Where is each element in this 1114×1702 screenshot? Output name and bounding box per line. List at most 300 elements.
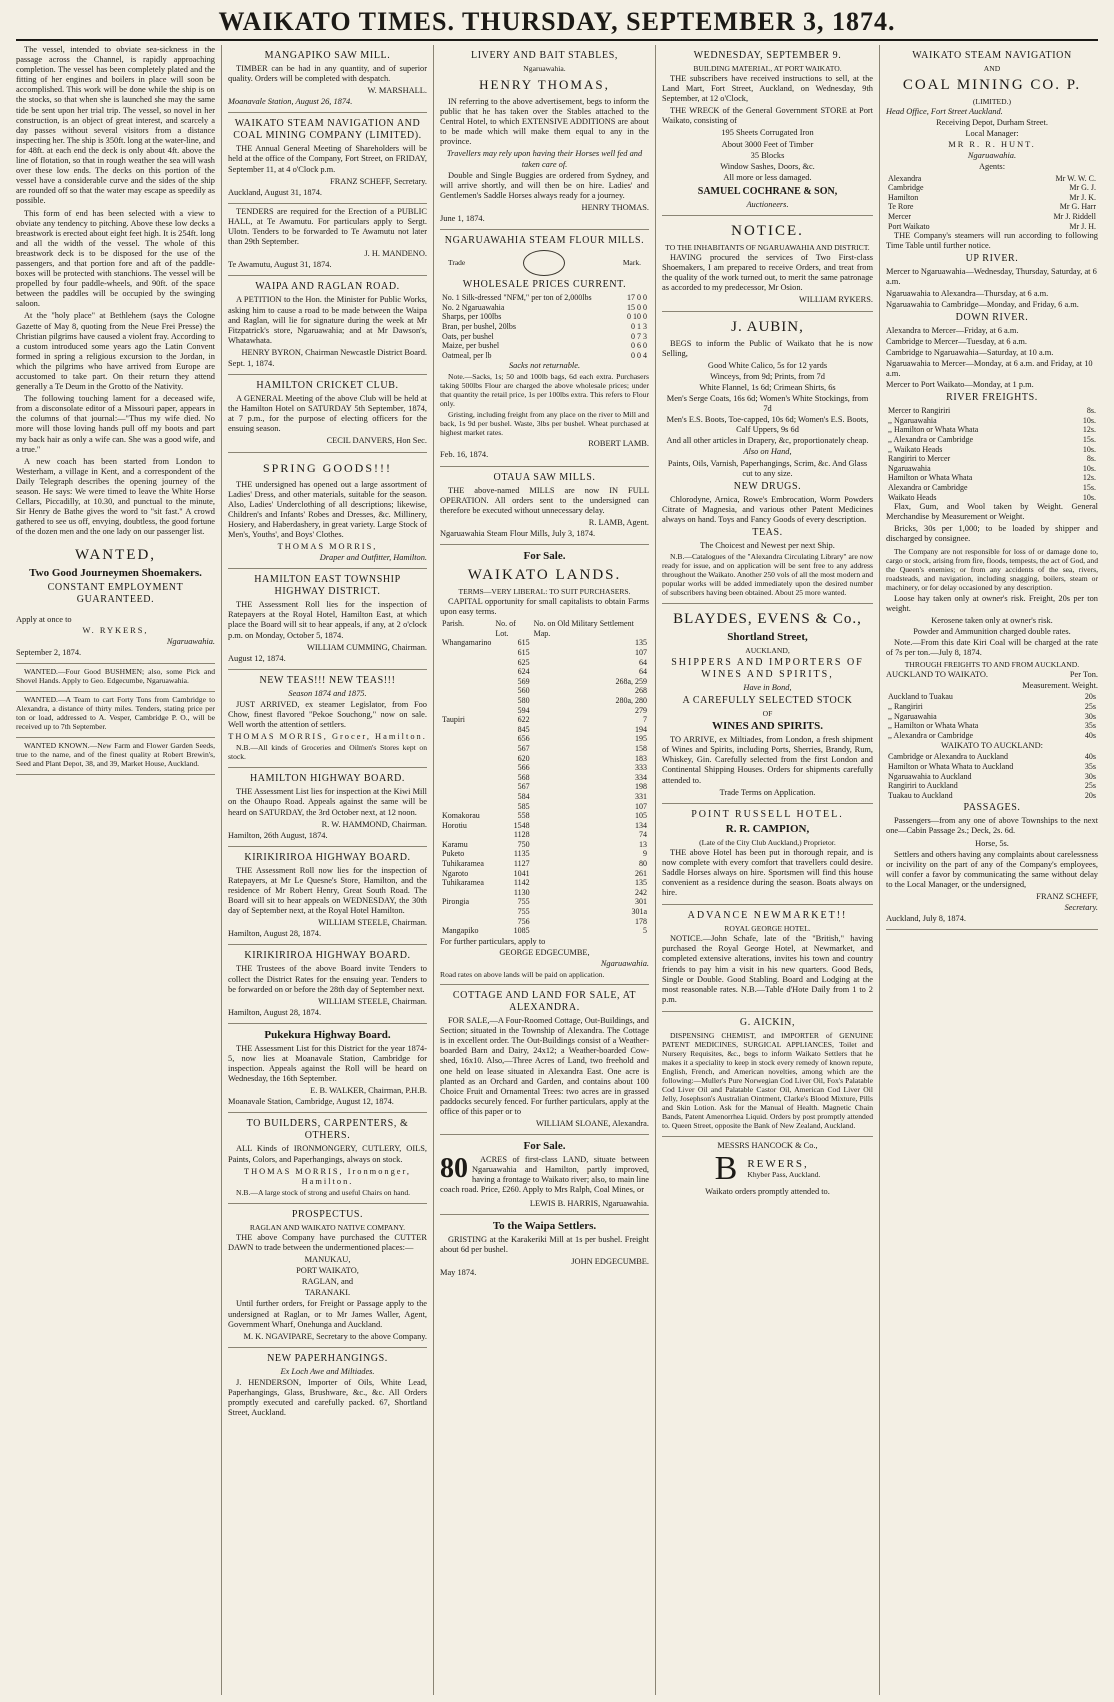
- ad-aubin: [662, 312, 873, 605]
- ad-title: WAIPA AND RAGLAN ROAD.: [255, 281, 400, 293]
- ad-title: HAMILTON CRICKET CLUB.: [256, 380, 399, 392]
- column-1: [10, 45, 222, 1695]
- table-row: [440, 341, 649, 351]
- ad-paperhangings: [228, 1348, 427, 1424]
- ad-body: FOR SALE,—A Four-Roomed Cottage, Out-Buildings, and Section; situated in the Township of Alexandra. The Cottage is in excellent order. The Out-Buildings consist of a Weather-boarded Barn and Dairy, 24x12; a Weather-boarded Cow-shed, 16x10. Also,—Three Acres of Land, two freehold and one held on lease situated in Alexandra East. One acre is planted as an Orchard and Garden, and contains about 100 Choice Fruit and Ornamental Trees: two acres are in grassed paddocks securely fenced. For further particulars, apply at the office of this paper or to: [440, 1016, 649, 1116]
- ad-body: THE above-named MILLS are now IN FULL OPERATION. All orders sent to the undersigned can therefore be executed without unnecessary delay.: [440, 485, 649, 515]
- table-cell: [440, 802, 493, 812]
- through-table-2: [886, 752, 1098, 800]
- ad-signature: CECIL DANVERS, Hon Sec.: [326, 436, 427, 446]
- ad-title: KIRIKIRIROA HIGHWAY BOARD.: [244, 851, 411, 863]
- table-row: [440, 686, 649, 696]
- table-cell: Hamilton or Whata Whata to Auckland: [888, 761, 1014, 771]
- table-cell: 569: [517, 676, 530, 686]
- table-cell: 107: [635, 801, 647, 811]
- table-cell: ,, Alexandra or Cambridge: [888, 730, 974, 740]
- ad-subtitle: TO THE INHABITANTS OF NGARUAWAHIA AND DISTRICT.: [665, 243, 870, 253]
- ad-body: Settlers and others having any complaints about carelessness or incivility on the part of any of the Company's employees, will confer a favor by communicating the same without delay to the Local Manager, or the undersigned,: [886, 849, 1098, 889]
- table-cell: 105: [635, 811, 647, 821]
- ad-title: POINT RUSSELL HOTEL.: [691, 808, 844, 820]
- table-row: [886, 174, 1098, 184]
- table-row: [886, 425, 1098, 435]
- table-cell: 107: [635, 648, 647, 657]
- table-cell: 0 0 4: [631, 350, 647, 360]
- ad-note: Powder and Ammunition charged double rates.: [913, 626, 1071, 636]
- ad-prospectus: [228, 1204, 427, 1348]
- table-row: [440, 773, 649, 783]
- ad-place: Ngaruawahia.: [166, 636, 215, 646]
- table-row: [886, 752, 1098, 762]
- table-cell: Taupiri: [442, 715, 465, 725]
- table-cell: Whangamarino: [442, 638, 492, 648]
- ad-note: N.B.—All kinds of Groceries and Oilmen's Stores kept on stock.: [228, 743, 427, 762]
- table-cell: Waikato Heads: [888, 492, 937, 502]
- ad-signature: THOMAS MORRIS,: [277, 542, 378, 552]
- sacks-note: Sacks not returnable.: [508, 361, 581, 371]
- classified-text: WANTED.—Four Good BUSHMEN; also, some Pick and Shovel Hands. Apply to Geo. Edgecumbe, Ngaruawahia.: [16, 666, 215, 685]
- ad-body: CONSTANT EMPLOYMENT GUARANTEED.: [47, 581, 184, 605]
- table-cell: [440, 648, 493, 658]
- table-cell: [440, 744, 493, 754]
- column-5: [880, 45, 1104, 1695]
- table-row: [886, 762, 1098, 772]
- table-cell: 5: [643, 926, 647, 936]
- table-cell: 568: [517, 772, 530, 782]
- ad-title-2: COAL MINING CO. P.: [902, 77, 1082, 93]
- ad-place: RAGLAN, and: [301, 1277, 354, 1287]
- ad-signature: FRANZ SCHEFF,: [1036, 892, 1098, 901]
- table-cell: Hamilton or Whata Whata: [888, 473, 973, 483]
- ad-wines: WINES AND SPIRITS.: [712, 720, 823, 733]
- table-cell: 301a: [631, 907, 647, 917]
- trade-label: Trade: [448, 258, 466, 268]
- table-cell: [440, 706, 493, 716]
- ad-date: Ngaruawahia Steam Flour Mills, July 3, 1874.: [440, 528, 596, 538]
- ad-body: THE above Company have purchased the CUTTER DAWN to trade between the undermentioned places:—: [228, 1232, 427, 1252]
- ad-new-teas: [228, 670, 427, 768]
- ad-subtitle: Ex Loch Awe and Miltiades.: [280, 1366, 375, 1376]
- table-cell: [440, 696, 493, 706]
- lands-table: [440, 619, 649, 936]
- table-row: [440, 811, 649, 821]
- ad-title: SPRING GOODS!!!: [262, 460, 392, 475]
- ad-signature: WILLIAM STEELE, Chairman.: [318, 996, 427, 1006]
- table-row: [440, 667, 649, 677]
- ad-tenders: [228, 204, 427, 277]
- ad-mangapiko: [228, 45, 427, 113]
- table-cell: 566: [517, 763, 530, 773]
- ad-title: TO BUILDERS, CARPENTERS, & OTHERS.: [246, 1118, 409, 1142]
- ad-note: Note.—Sacks, 1s; 50 and 100lb bags, 6d each extra. Purchasers taking 500lbs Flour are charged the above wholesale prices; under that quantity the retail price, 1s per 100lbs extra. This refers to Flour only.: [440, 372, 649, 409]
- table-cell: 750: [517, 839, 530, 849]
- ad-signature: HENRY BYRON, Chairman Newcastle District Board.: [241, 347, 427, 357]
- table-row: [886, 435, 1098, 445]
- ad-signature: LEWIS B. HARRIS, Ngaruawahia.: [529, 1198, 649, 1208]
- table-cell: 9: [643, 849, 647, 859]
- ad-signature: GEORGE EDGECUMBE,: [499, 947, 590, 957]
- ad-title: NGARUAWAHIA STEAM FLOUR MILLS.: [444, 235, 645, 247]
- ad-date: Auckland, July 8, 1874.: [886, 914, 967, 924]
- ad-point-russell-hotel: [662, 804, 873, 905]
- table-cell: [440, 667, 493, 677]
- ad-stock: A CAREFULLY SELECTED STOCK: [682, 695, 853, 707]
- table-row: [886, 202, 1098, 212]
- up-river-title: UP RIVER.: [965, 253, 1019, 265]
- ad-body: ALL Kinds of IRONMONGERY, CUTLERY, OILS, Paints, Colors, and Paperhangings, always on stock.: [228, 1144, 427, 1164]
- ad-name: HENRY THOMAS,: [479, 77, 610, 92]
- table-cell: Mangapiko: [442, 926, 479, 936]
- table-cell: 198: [635, 782, 647, 792]
- masthead: WAIKATO TIMES. THURSDAY, SEPTEMBER 3, 1874.: [16, 8, 1098, 41]
- ad-item: Good White Calico, 5s for 12 yards: [707, 360, 828, 370]
- columns: [10, 45, 1104, 1695]
- table-row: [440, 322, 649, 332]
- ad-aickin: [662, 1012, 873, 1137]
- table-cell: 268: [635, 686, 647, 696]
- ad-signature: R. LAMB, Agent.: [588, 517, 649, 527]
- ad-acres-for-sale: [440, 1135, 649, 1214]
- ad-body: Double and Single Buggies are ordered from Sydney, and will arrive shortly, and will then be on hire. Ladies' and Gentlemen's Saddle Horses always ready for a journey.: [440, 170, 649, 200]
- ad-note: The Company are not responsible for loss of or damage done to, cargo or stock, arising from fire, floods, tempests, the act of God, and the Queen's enemies; or from any accidents of the sea, rivers, roadsteads, and navigation, including snagging, boilers, steam or machinery, or for delay occasioned by any description.: [886, 546, 1098, 592]
- table-cell: 8s.: [1086, 454, 1096, 464]
- ad-place: TARANAKI.: [304, 1288, 351, 1298]
- table-cell: 242: [635, 887, 647, 897]
- ad-body: THE Assessment Roll lies for the inspection of Ratepayers at the Royal Hotel, Hamilton East, at which place the Board will sit to hear appeals, if any, at 2 o'clock p.m. on Monday, October 5, 1874.: [228, 600, 427, 640]
- manager-name: MR R. R. HUNT.: [948, 140, 1036, 150]
- table-cell: 656: [517, 734, 530, 744]
- table-cell: 331: [635, 791, 647, 801]
- table-cell: Bran, per bushel, 20lbs: [442, 321, 516, 331]
- ad-date: Feb. 16, 1874.: [440, 450, 489, 460]
- table-cell: 567: [517, 743, 530, 753]
- table-row: [440, 763, 649, 773]
- table-cell: 755: [517, 907, 530, 917]
- table-cell: Tuhikaramea: [442, 859, 484, 869]
- ad-item: Men's E.S. Boots, Toe-capped, 10s 6d; Women's E.S. Boots, Calf Uppers, 9s 6d: [666, 415, 869, 435]
- ad-item: All more or less damaged.: [723, 172, 812, 182]
- table-cell: 558: [517, 811, 530, 821]
- schedule-line: Cambridge to Ngaruawahia—Saturday, at 10 a.m.: [886, 347, 1054, 357]
- table-cell: 183: [635, 753, 647, 763]
- ad-date: Hamilton, August 28, 1874.: [228, 929, 322, 939]
- table-cell: Mr G. Harr: [1059, 202, 1096, 212]
- table-row: [440, 754, 649, 764]
- ad-signature: THOMAS MORRIS, Grocer, Hamilton.: [228, 732, 427, 742]
- table-cell: No. 1 Silk-dressed "NFM," per ton of 2,000lbs: [442, 293, 592, 303]
- ad-date: August 12, 1874.: [228, 653, 286, 663]
- table-row: [440, 734, 649, 744]
- table-cell: Sharps, per 100lbs: [442, 312, 502, 322]
- ad-note: Gristing, including freight from any place on the river to Mill and back, 1s 9d per bushel. Waste, 3lbs per bushel. Wheat purchased at highest market rates.: [440, 410, 649, 438]
- ad-body: GRISTING at the Karakeriki Mill at 1s per bushel. Freight about 6d per bushel.: [440, 1234, 649, 1254]
- schedule-line: Ngaruawahia to Mercer—Monday, at 6 a.m. and Friday, at 10 a.m.: [886, 358, 1093, 379]
- ad-cricket: [228, 375, 427, 452]
- ad-subtitle: RAGLAN AND WAIKATO NATIVE COMPANY.: [249, 1222, 406, 1232]
- table-cell: Mr W. W. C.: [1055, 173, 1096, 183]
- table-cell: 12s.: [1082, 425, 1096, 435]
- table-cell: 7: [643, 715, 647, 725]
- table-cell: Alexandra: [888, 173, 922, 183]
- ad-body: TENDERS are required for the Erection of a PUBLIC HALL, at Te Awamutu. For particulars apply to Sergt. Ulotn. Tenders to be forwarded to Te Awamutu not later than 29th September.: [228, 206, 427, 247]
- ad-body: IN referring to the above advertisement, begs to inform the public that he has taken over the Stables attached to the Central Hotel, to which EXTENSIVE ADDITIONS are about to be made which will make them equal to any in the province.: [440, 97, 649, 147]
- table-row: [886, 212, 1098, 222]
- acres-number: 80: [440, 1153, 468, 1185]
- ad-item: White Flannel, 1s 6d; Crimean Shirts, 6s: [699, 382, 836, 392]
- ad-place: Ngaruawahia.: [600, 959, 649, 968]
- table-row: [886, 791, 1098, 801]
- ad-slogan: Travellers may rely upon having their Horses well fed and taken care of.: [446, 149, 643, 169]
- table-cell: Oatmeal, per lb: [442, 350, 492, 360]
- ad-body: BEGS to inform the Public of Waikato that he is now Selling,: [662, 338, 873, 358]
- ad-signature: HENRY THOMAS.: [581, 202, 649, 212]
- ad-role: Secretary.: [1064, 903, 1098, 913]
- ad-bond: Have in Bond,: [743, 683, 792, 693]
- table-cell: 135: [635, 878, 647, 888]
- schedule-line: Mercer to Ngaruawahia—Wednesday, Thursday, Saturday, at 6 a.m.: [886, 267, 1097, 287]
- col-header: No. on Old Military Settlement Map.: [533, 619, 634, 638]
- table-cell: 620: [517, 753, 530, 763]
- table-cell: 261: [635, 868, 647, 878]
- table-cell: 584: [517, 791, 530, 801]
- table-cell: 80: [639, 859, 647, 869]
- article-paragraph: At the "holy place" at Bethlehem (says the Cologne Gazette of May 8, quoting from the Neue Frei Presse) the Christian pilgrims have caused a violent fray. According to a custom introduced some years ago the Latin Convent formed in spring a religious excursion to the Jordan, in which the pilgrims who have arrived from Europe are accustomed to take part. On their return they attend generally a Te Deum in the Grotto of the Nativity.: [16, 311, 215, 392]
- ad-builders: [228, 1113, 427, 1203]
- article-paragraph: A new coach has been started from London to Westerham, a village in Kent, and a correspondent of the Daily Telegraph describes the opening journey of the season. He says: We were timed to leave the White Horse Cellars, Piccadilly, at 10.30, and punctual to the minute, Sir Henry de Bathe gives the word to "sit fast." A crowd gathered to see us off, envying, doubtless, the good fortune of the dozen men and the one lady on our passenger list.: [16, 456, 215, 537]
- ad-signature: JOHN EDGECUMBE.: [571, 1256, 649, 1266]
- ad-office: Head Office, Fort Street Auckland.: [886, 107, 1003, 116]
- table-cell: 279: [635, 705, 647, 715]
- ad-item: And all other articles in Drapery, &c, proportionately cheap.: [666, 436, 869, 446]
- ad-name: R. R. CAMPION,: [725, 822, 810, 835]
- ad-body: THE Trustees of the above Board invite Tenders to collect the District Rates for the ensuing year. Tenders to be forwarded on or before the 28th day of September next.: [228, 964, 427, 994]
- agents-label: Agents:: [978, 162, 1006, 172]
- ad-signature: WILLIAM CUMMING, Chairman.: [306, 642, 427, 652]
- table-row: [440, 926, 649, 936]
- table-cell: 1135: [513, 849, 530, 859]
- ad-signature: W. RYKERS,: [82, 625, 149, 635]
- through-route: AUCKLAND TO WAIKATO.: [886, 670, 988, 680]
- ad-item: Men's Serge Coats, 16s 6d; Women's White Stockings, from 7d: [666, 393, 869, 414]
- ad-signature: THOMAS MORRIS, Ironmonger, Hamilton.: [243, 1166, 412, 1186]
- ad-signature: WILLIAM STEELE, Chairman.: [318, 918, 427, 928]
- ad-signature: R. W. HAMMOND, Chairman.: [321, 819, 427, 829]
- ad-body: Until further orders, for Freight or Passage apply to the undersigned at Raglan, or to Mr James Waller, Agent, Government Wharf, Onehunga and Auckland.: [228, 1299, 427, 1329]
- table-cell: No. 2 Ngaruawahia: [442, 302, 505, 312]
- table-cell: [440, 792, 493, 802]
- manager-label: Local Manager:: [965, 129, 1019, 139]
- ad-kirikiriroa-1: [228, 847, 427, 946]
- table-cell: Maize, per bushel: [442, 341, 500, 351]
- manager-place: Ngaruawahia.: [967, 151, 1017, 161]
- ad-waipa-road: [228, 276, 427, 375]
- table-cell: ,, Rangiriri: [888, 701, 923, 711]
- ad-date: Moanavale Station, August 26, 1874.: [228, 97, 353, 107]
- ad-item: 195 Sheets Corrugated Iron: [721, 128, 814, 138]
- table-cell: 25s: [1084, 781, 1096, 791]
- article-paragraph: The vessel, intended to obviate sea-sickness in the passage across the Channel, is rapidly approaching completion. The vessel has been completely plated and the fitting of her engines and boilers in place will soon be accomplished. This work will be done while the ship is on the stocks, so that when she is launched she may the same tide be sent upon her trial trip. The vessel, so novel in her construction, is an object of great interest, and scarcely a day passes without several visitors from a distance inspecting her. The ship is 350ft. long at the water-line, and for 48ft. at each end the deck is only about 4ft. above the line of flotation, so that in rough weather the sea will wash over these low ends. The decks on this portion of the vessel have a considerable curve and the sides of the ship are rounded off so that the water may escape as speedily as possible.: [16, 45, 216, 206]
- table-cell: 755: [517, 897, 530, 907]
- table-row: [440, 821, 649, 831]
- ad-body: Chlorodyne, Arnica, Rowe's Embrocation, Worm Powders Citrate of Magnesia, and various other Patent Medicines always on hand. Toys and Fancy Goods of every description.: [662, 494, 873, 524]
- ad-title: For Sale.: [523, 1140, 566, 1153]
- table-cell: Puketo: [442, 849, 465, 859]
- table-cell: 64: [639, 667, 647, 677]
- table-cell: Cambridge or Alexandra to Auckland: [888, 752, 1008, 762]
- price-list-title: WHOLESALE PRICES CURRENT.: [462, 279, 627, 291]
- ad-note: N.B.—Catalogues of the "Alexandra Circulating Library" are now ready for issue, and on application will be sent free to any address throughout the Waikato. Another 250 vols of all the most modern and popular works will be added immediately upon the desired number of subscribers having been obtained. About 25 more wanted.: [662, 552, 873, 598]
- through-table: [886, 692, 1098, 740]
- ad-title: NEW DRUGS.: [733, 480, 802, 492]
- ad-date: June 1, 1874.: [440, 214, 485, 224]
- table-cell: [440, 754, 493, 764]
- ad-place: Draper and Outfitter, Hamilton.: [319, 553, 427, 563]
- table-row: [886, 445, 1098, 455]
- ad-terms: TERMS—VERY LIBERAL: TO SUIT PURCHASERS.: [458, 587, 631, 597]
- ad-date: Hamilton, 26th August, 1874.: [228, 830, 328, 840]
- ad-signature: FRANZ SCHEFF, Secretary.: [330, 176, 427, 186]
- table-row: [440, 897, 649, 907]
- table-cell: [440, 773, 493, 783]
- ad-date: Moanavale Station, Cambridge, August 12, 1874.: [228, 1097, 394, 1107]
- table-cell: 1127: [513, 859, 530, 869]
- table-row: [440, 744, 649, 754]
- table-cell: 625: [517, 657, 530, 667]
- table-cell: Auckland to Tuakau: [888, 692, 953, 702]
- ad-subtitle: (Late of the City Club Auckland,) Proprietor.: [699, 837, 836, 847]
- ad-item: About 3000 Feet of Timber: [721, 139, 814, 149]
- ad-body: HAVING procured the services of Two First-class Shoemakers, I am prepared to receive Orders, and treat from the quality of the work turned out, to merit the same patronage as accorded to my predecessor, Mr Osion.: [662, 253, 873, 293]
- table-cell: [440, 907, 493, 917]
- table-row: [886, 731, 1098, 741]
- ad-title: BUILDING MATERIAL, AT PORT WAIKATO.: [693, 64, 842, 73]
- ad-body: THE WRECK of the General Government STORE at Port Waikato, consisting of: [662, 106, 873, 126]
- ad-body: TO ARRIVE, ex Miltiades, from London, a fresh shipment of Wines and Spirits, including Ports, Sherries, Brandy, Rum, Whiskey, Gin. Carefully selected from the first London and Continental Shipping Houses. Orders for shipments carefully attended to.: [662, 735, 873, 785]
- ad-body: ACRES of first-class LAND, situate between Ngaruawahia and Hamilton, partly improved, having a frontage to Waikato river; also, to main line coach road. Price, £260. Apply to Mrs Ralph, Coal Mines, or: [440, 1155, 649, 1195]
- schedule-line: Cambridge to Mercer—Tuesday, at 6 a.m.: [886, 336, 1028, 346]
- table-cell: Port Waikato: [888, 221, 930, 231]
- ad-title: NEW TEAS!!! NEW TEAS!!!: [259, 674, 396, 686]
- table-row: [440, 888, 649, 898]
- ad-subtitle: ROYAL GEORGE HOTEL.: [724, 924, 811, 934]
- ad-signature: WILLIAM RYKERS.: [799, 295, 873, 305]
- table-cell: Mr J. K.: [1069, 192, 1096, 202]
- ad-signature: J. H. MANDENO.: [364, 249, 427, 259]
- table-cell: Te Rore: [888, 202, 914, 212]
- table-cell: 1128: [513, 830, 530, 840]
- ad-note: Bricks, 30s per 1,000; to be loaded by shipper and discharged by consignee.: [886, 524, 1098, 544]
- table-cell: [440, 658, 493, 668]
- ad-body: J. HENDERSON, Importer of Oils, White Lead, Paperhangings, Glass, Brushware, &c., &c. All Orders promptly executed and carefully packed. 67, Shortland Street, Auckland.: [228, 1377, 427, 1418]
- ad-blaydes: [662, 604, 873, 804]
- ad-waikato-lands: [440, 545, 649, 985]
- table-cell: ,, Hamilton or Whata Whata: [888, 425, 979, 435]
- ad-building-material: [662, 45, 873, 216]
- ad-signature: ROBERT LAMB.: [588, 439, 649, 449]
- ad-title: TEAS.: [752, 527, 783, 538]
- ad-hamilton-highway: [228, 768, 427, 846]
- table-row: [886, 222, 1098, 232]
- table-row: [440, 638, 649, 648]
- ad-apply: For further particulars, apply to: [440, 936, 546, 946]
- ad-signature: WILLIAM SLOANE, Alexandra.: [535, 1119, 649, 1129]
- table-cell: 334: [635, 772, 647, 782]
- table-row: [886, 406, 1098, 416]
- table-cell: 35s: [1084, 721, 1096, 731]
- schedule-line: Ngaruawahia to Cambridge—Monday, and Friday, 6 a.m.: [886, 299, 1079, 309]
- ad-body: CAPITAL opportunity for small capitalists to obtain Farms upon easy terms.: [440, 597, 649, 617]
- ad-steam-company: [886, 45, 1098, 930]
- mark-label: Mark.: [622, 258, 641, 268]
- table-cell: 567: [517, 782, 530, 792]
- ad-body: THE above Hotel has been put in thorough repair, and is now complete with every comfort that travellers could desire. Saddle Horses always on hire. Sportsmen will find this house convenient as a residence during the season. Boats always on hire.: [662, 847, 873, 898]
- ad-date: Sept. 1, 1874.: [228, 358, 275, 368]
- ad-body: The Choicest and Newest per next Ship.: [700, 541, 835, 550]
- ad-item: Window Sashes, Doors, &c.: [720, 161, 815, 171]
- ad-title: KIRIKIRIROA HIGHWAY BOARD.: [244, 950, 411, 962]
- ad-waipa-settlers: [440, 1215, 649, 1283]
- table-cell: ,, Ngaruawahia: [888, 415, 937, 425]
- classified-ad: [16, 738, 215, 775]
- ad-street: Shortland Street,: [727, 631, 808, 644]
- ad-title: OTAUA SAW MILLS.: [493, 471, 596, 483]
- table-cell: 158: [635, 743, 647, 753]
- ad-of: OF: [762, 709, 773, 719]
- ad-title: HAMILTON EAST TOWNSHIP HIGHWAY DISTRICT.: [254, 574, 401, 598]
- table-cell: [440, 725, 493, 735]
- ad-note: N.B.—A large stock of strong and useful Chairs on hand.: [236, 1187, 411, 1197]
- table-cell: [440, 782, 493, 792]
- table-cell: 25s: [1084, 701, 1096, 711]
- ad-body: THE undersigned has opened out a large assortment of Ladies' Dress, and other materials, suitable for the season. Also, Ladies' Underclothing of all descriptions; likewise, Children's and Infants' Robes and Dresses, &c. Millinery, Hosiery, and Haberdashery, in great variety. Large Stock of Men's, Youths', and Boys' Clothes.: [228, 479, 427, 539]
- table-row: [440, 715, 649, 725]
- ad-livery-stables: [440, 45, 649, 230]
- trade-mark-emblem-icon: [523, 250, 565, 276]
- ad-title: WAIKATO STEAM NAVIGATION: [912, 50, 1072, 61]
- ad-body: Horse, 5s.: [975, 838, 1009, 848]
- table-cell: 15s.: [1082, 435, 1096, 445]
- column-3: [434, 45, 656, 1695]
- classified-text: WANTED.—A Team to cart Forty Tons from Cambridge to Alexandra, a distance of thirty miles. Tenders, stating price per ton or load, addressed to A. Vesper, Cambridge P. O., will be received up to 7th September.: [16, 694, 215, 731]
- table-cell: ,, Alexandra or Cambridge: [888, 435, 974, 445]
- ad-title: For Sale.: [523, 550, 566, 563]
- ad-date: September 2, 1874.: [16, 647, 82, 657]
- table-cell: [440, 888, 493, 898]
- table-row: [440, 792, 649, 802]
- table-cell: 585: [517, 801, 530, 811]
- table-cell: 624: [517, 667, 530, 677]
- article-paragraph: This form of end has been selected with a view to obviate any tendency to pitching. Above these low decks a breastwork is erected about eight feet high. It is 254ft. long and all the width of the vessel. The whole of this breastwork deck is to be disposed for the use of the passengers, and that portion fore and aft of the paddle-boxes will be protected with stanchions. The vessel will be propelled by four paddle-wheels, and 90ft. of the space between the paddles will be occupied by the swinging saloon.: [16, 208, 215, 309]
- ad-body: THE Annual General Meeting of Shareholders will be held at the office of the Company, Fort Street, on FRIDAY, September 11, at 4 o'Clock p.m.: [228, 144, 427, 174]
- ad-body: THE Company's steamers will run according to following Time Table until further notice.: [886, 231, 1098, 251]
- ad-cottage: [440, 985, 649, 1135]
- table-cell: Mr G. J.: [1069, 183, 1096, 193]
- table-cell: 580: [517, 695, 530, 705]
- table-cell: 615: [517, 648, 530, 657]
- table-row: [886, 712, 1098, 722]
- table-cell: [440, 734, 493, 744]
- ad-hamilton-east: [228, 569, 427, 670]
- ad-steam-meeting: [228, 113, 427, 203]
- ad-apply: Apply at once to: [16, 614, 72, 624]
- ad-note: Note.—From this date Kiri Coal will be charged at the rate of 7s per ton.—July 8, 1874.: [886, 637, 1098, 658]
- table-cell: 845: [517, 724, 530, 734]
- table-cell: Komakorau: [442, 811, 480, 821]
- table-row: [440, 658, 649, 668]
- ad-date: Hamilton, August 28, 1874.: [228, 1007, 322, 1017]
- ad-body: Passengers—from any one of above Townships to the next one—Cabin Passage 2s.; Deck, 2s. 6d.: [886, 816, 1098, 836]
- through-header: [886, 670, 1098, 680]
- table-cell: 0 10 0: [627, 312, 647, 322]
